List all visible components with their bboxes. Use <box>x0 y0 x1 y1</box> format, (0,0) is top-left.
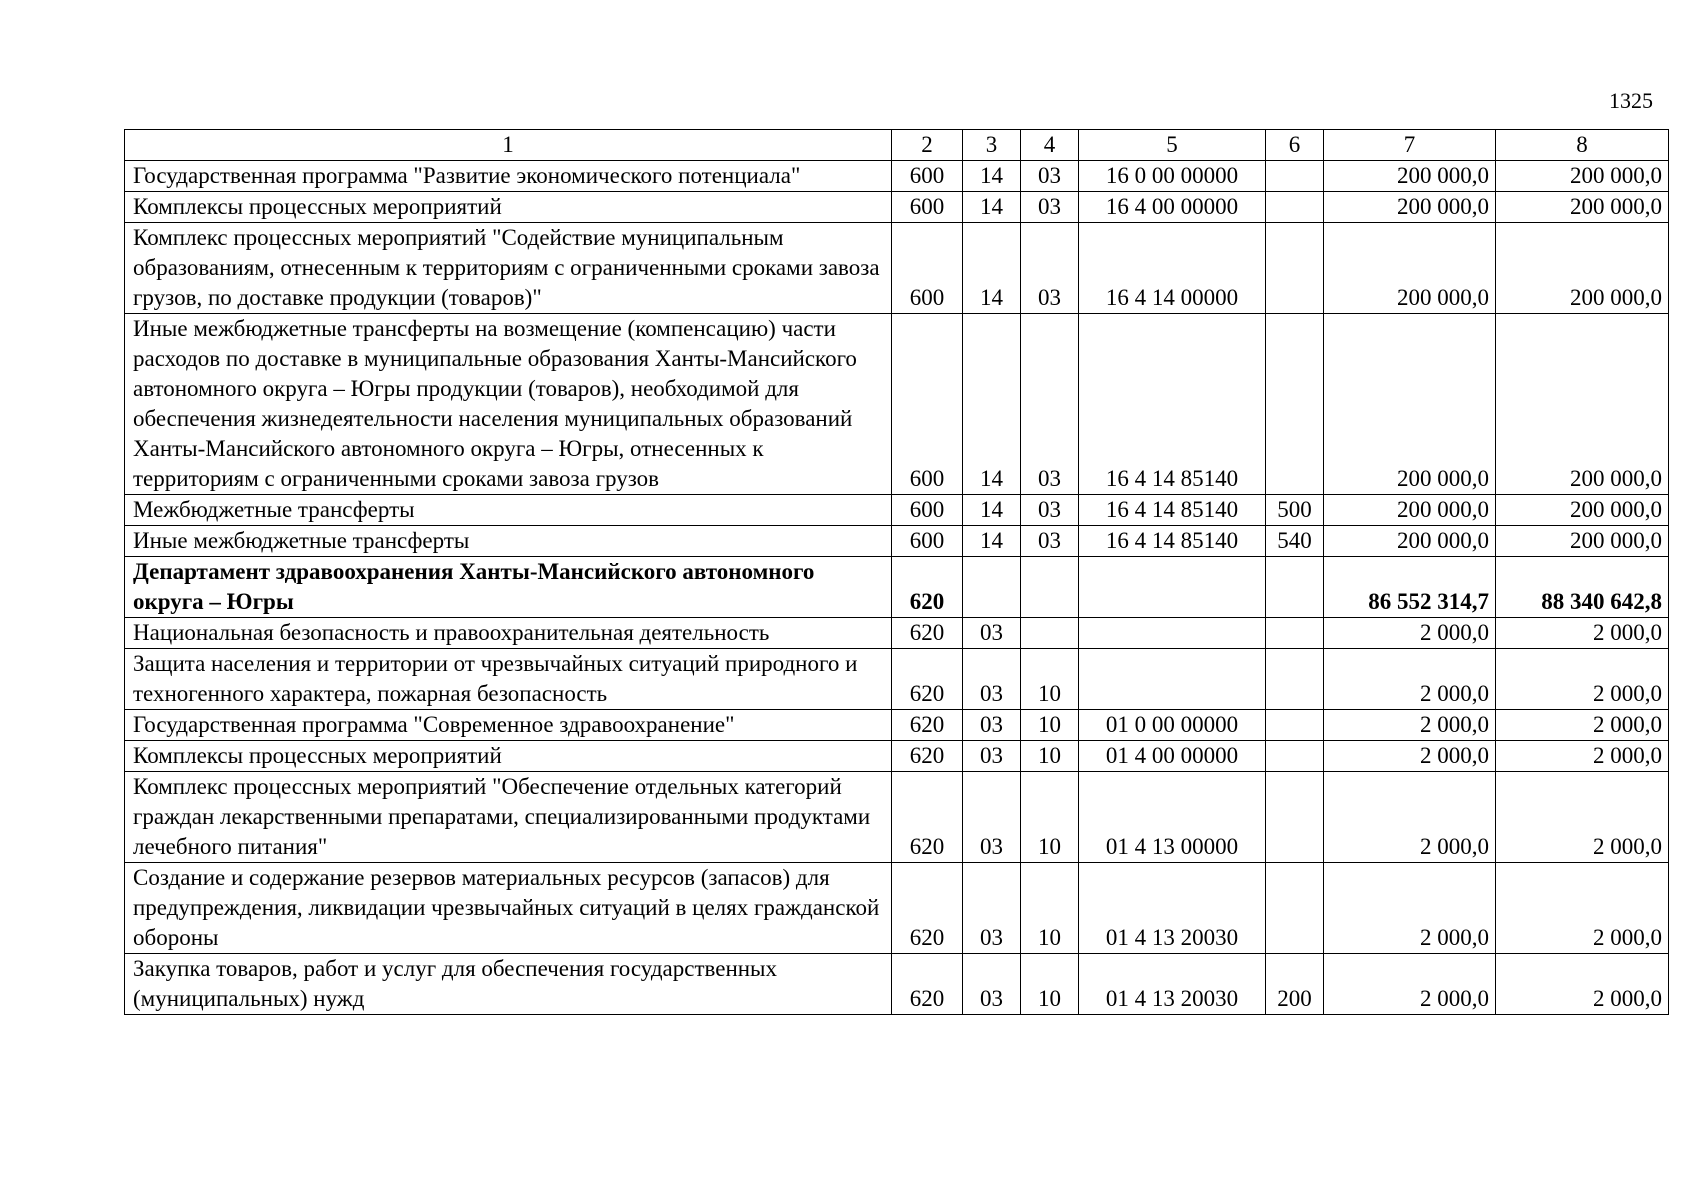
table-row <box>125 495 1669 526</box>
row-amount-8: 200 000,0 <box>1496 161 1669 192</box>
table-row <box>125 741 1669 772</box>
column-header-7: 7 <box>1324 130 1496 161</box>
row-subsection-code: 03 <box>1021 223 1079 314</box>
budget-table-body <box>125 161 1669 1015</box>
row-section-code: 03 <box>963 863 1021 954</box>
row-target-code: 01 0 00 00000 <box>1079 710 1266 741</box>
row-ministry-code: 620 <box>892 618 963 649</box>
row-target-code: 01 4 13 20030 <box>1079 954 1266 1015</box>
row-subsection-code: 10 <box>1021 649 1079 710</box>
row-target-code <box>1079 618 1266 649</box>
row-expense-type: 200 <box>1266 954 1324 1015</box>
row-subsection-code: 10 <box>1021 710 1079 741</box>
row-expense-type <box>1266 314 1324 495</box>
row-amount-8: 200 000,0 <box>1496 314 1669 495</box>
row-expense-type <box>1266 192 1324 223</box>
row-name: Защита населения и территории от чрезвычайных ситуаций природного и техногенного характера, пожарная безопасность <box>125 649 892 710</box>
row-section-code: 14 <box>963 495 1021 526</box>
row-target-code: 01 4 00 00000 <box>1079 741 1266 772</box>
table-row <box>125 314 1669 495</box>
row-subsection-code: 10 <box>1021 954 1079 1015</box>
column-header-3: 3 <box>963 130 1021 161</box>
row-target-code: 01 4 13 20030 <box>1079 863 1266 954</box>
row-section-code: 03 <box>963 772 1021 863</box>
row-subsection-code: 03 <box>1021 314 1079 495</box>
row-amount-7: 2 000,0 <box>1324 954 1496 1015</box>
row-amount-7: 200 000,0 <box>1324 161 1496 192</box>
row-amount-8: 2 000,0 <box>1496 649 1669 710</box>
row-expense-type <box>1266 161 1324 192</box>
row-ministry-code: 600 <box>892 495 963 526</box>
header-row <box>125 130 1669 161</box>
row-ministry-code: 600 <box>892 223 963 314</box>
row-name: Национальная безопасность и правоохранительная деятельность <box>125 618 892 649</box>
budget-table <box>124 129 1669 1015</box>
table-row <box>125 223 1669 314</box>
row-name: Иные межбюджетные трансферты <box>125 526 892 557</box>
row-target-code: 16 4 14 85140 <box>1079 526 1266 557</box>
row-expense-type <box>1266 557 1324 618</box>
row-amount-8: 2 000,0 <box>1496 710 1669 741</box>
row-expense-type <box>1266 223 1324 314</box>
row-expense-type: 500 <box>1266 495 1324 526</box>
row-section-code: 14 <box>963 314 1021 495</box>
row-amount-8: 200 000,0 <box>1496 526 1669 557</box>
row-subsection-code: 10 <box>1021 741 1079 772</box>
table-row <box>125 192 1669 223</box>
row-section-code: 03 <box>963 954 1021 1015</box>
row-ministry-code: 620 <box>892 649 963 710</box>
row-name: Создание и содержание резервов материальных ресурсов (запасов) для предупреждения, ликвидации чрезвычайных ситуаций в целях гражданской обороны <box>125 863 892 954</box>
row-amount-8: 2 000,0 <box>1496 772 1669 863</box>
row-section-code: 03 <box>963 741 1021 772</box>
row-ministry-code: 620 <box>892 954 963 1015</box>
row-amount-7: 200 000,0 <box>1324 526 1496 557</box>
row-amount-7: 200 000,0 <box>1324 495 1496 526</box>
column-header-2: 2 <box>892 130 963 161</box>
row-subsection-code: 10 <box>1021 772 1079 863</box>
row-subsection-code: 03 <box>1021 192 1079 223</box>
row-name: Комплекс процессных мероприятий "Содействие муниципальным образованиям, отнесенным к территориям с ограниченными сроками завоза грузов, по доставке продукции (товаров)" <box>125 223 892 314</box>
row-ministry-code: 600 <box>892 314 963 495</box>
table-row <box>125 710 1669 741</box>
table-row <box>125 772 1669 863</box>
row-section-code: 14 <box>963 161 1021 192</box>
table-row <box>125 649 1669 710</box>
row-target-code: 16 4 14 00000 <box>1079 223 1266 314</box>
row-amount-8: 2 000,0 <box>1496 618 1669 649</box>
row-ministry-code: 620 <box>892 710 963 741</box>
row-expense-type <box>1266 741 1324 772</box>
row-target-code: 16 4 14 85140 <box>1079 314 1266 495</box>
table-row <box>125 954 1669 1015</box>
column-header-6: 6 <box>1266 130 1324 161</box>
row-ministry-code: 620 <box>892 863 963 954</box>
row-amount-8: 2 000,0 <box>1496 741 1669 772</box>
column-header-8: 8 <box>1496 130 1669 161</box>
row-amount-7: 2 000,0 <box>1324 649 1496 710</box>
row-expense-type <box>1266 772 1324 863</box>
row-name: Комплексы процессных мероприятий <box>125 741 892 772</box>
row-name: Иные межбюджетные трансферты на возмещение (компенсацию) части расходов по доставке в муниципальные образования Ханты-Мансийского автономного округа – Югры продукции (товаров), необходимой для обеспечения жизнедеятельности населения муниципальных образований Ханты-Мансийского автономного округа – Югры, отнесенных к территориям с ограниченными сроками завоза грузов <box>125 314 892 495</box>
row-ministry-code: 620 <box>892 772 963 863</box>
row-amount-8: 200 000,0 <box>1496 223 1669 314</box>
row-name: Комплекс процессных мероприятий "Обеспечение отдельных категорий граждан лекарственными препаратами, специализированными продуктами лечебного питания" <box>125 772 892 863</box>
row-name: Межбюджетные трансферты <box>125 495 892 526</box>
row-target-code: 16 0 00 00000 <box>1079 161 1266 192</box>
page-number: 1325 <box>1609 88 1653 113</box>
row-target-code: 16 4 14 85140 <box>1079 495 1266 526</box>
row-amount-8: 200 000,0 <box>1496 495 1669 526</box>
row-section-code: 03 <box>963 618 1021 649</box>
row-amount-8: 88 340 642,8 <box>1496 557 1669 618</box>
row-ministry-code: 600 <box>892 192 963 223</box>
row-name: Государственная программа "Современное здравоохранение" <box>125 710 892 741</box>
table-row <box>125 161 1669 192</box>
column-header-1: 1 <box>125 130 892 161</box>
row-amount-8: 2 000,0 <box>1496 954 1669 1015</box>
table-row <box>125 557 1669 618</box>
row-section-code: 03 <box>963 649 1021 710</box>
row-subsection-code: 10 <box>1021 863 1079 954</box>
row-name: Государственная программа "Развитие экономического потенциала" <box>125 161 892 192</box>
table-row <box>125 526 1669 557</box>
row-amount-8: 200 000,0 <box>1496 192 1669 223</box>
row-amount-7: 2 000,0 <box>1324 741 1496 772</box>
row-amount-7: 2 000,0 <box>1324 772 1496 863</box>
row-subsection-code: 03 <box>1021 526 1079 557</box>
row-ministry-code: 600 <box>892 526 963 557</box>
row-name: Комплексы процессных мероприятий <box>125 192 892 223</box>
row-amount-7: 2 000,0 <box>1324 618 1496 649</box>
row-amount-7: 86 552 314,7 <box>1324 557 1496 618</box>
row-subsection-code: 03 <box>1021 161 1079 192</box>
row-target-code: 01 4 13 00000 <box>1079 772 1266 863</box>
column-header-5: 5 <box>1079 130 1266 161</box>
row-section-code: 14 <box>963 526 1021 557</box>
table-row <box>125 863 1669 954</box>
row-expense-type <box>1266 649 1324 710</box>
row-amount-7: 2 000,0 <box>1324 863 1496 954</box>
row-subsection-code: 03 <box>1021 495 1079 526</box>
row-amount-8: 2 000,0 <box>1496 863 1669 954</box>
row-amount-7: 2 000,0 <box>1324 710 1496 741</box>
row-expense-type: 540 <box>1266 526 1324 557</box>
row-expense-type <box>1266 618 1324 649</box>
table-row <box>125 618 1669 649</box>
row-ministry-code: 600 <box>892 161 963 192</box>
row-ministry-code: 620 <box>892 557 963 618</box>
row-name: Закупка товаров, работ и услуг для обеспечения государственных (муниципальных) нужд <box>125 954 892 1015</box>
row-expense-type <box>1266 863 1324 954</box>
row-target-code <box>1079 649 1266 710</box>
row-section-code: 14 <box>963 223 1021 314</box>
row-amount-7: 200 000,0 <box>1324 223 1496 314</box>
column-header-4: 4 <box>1021 130 1079 161</box>
row-section-code: 14 <box>963 192 1021 223</box>
row-ministry-code: 620 <box>892 741 963 772</box>
row-expense-type <box>1266 710 1324 741</box>
row-amount-7: 200 000,0 <box>1324 192 1496 223</box>
row-amount-7: 200 000,0 <box>1324 314 1496 495</box>
row-subsection-code <box>1021 618 1079 649</box>
row-subsection-code <box>1021 557 1079 618</box>
row-target-code <box>1079 557 1266 618</box>
row-section-code: 03 <box>963 710 1021 741</box>
row-target-code: 16 4 00 00000 <box>1079 192 1266 223</box>
row-section-code <box>963 557 1021 618</box>
row-name: Департамент здравоохранения Ханты-Мансийского автономного округа – Югры <box>125 557 892 618</box>
